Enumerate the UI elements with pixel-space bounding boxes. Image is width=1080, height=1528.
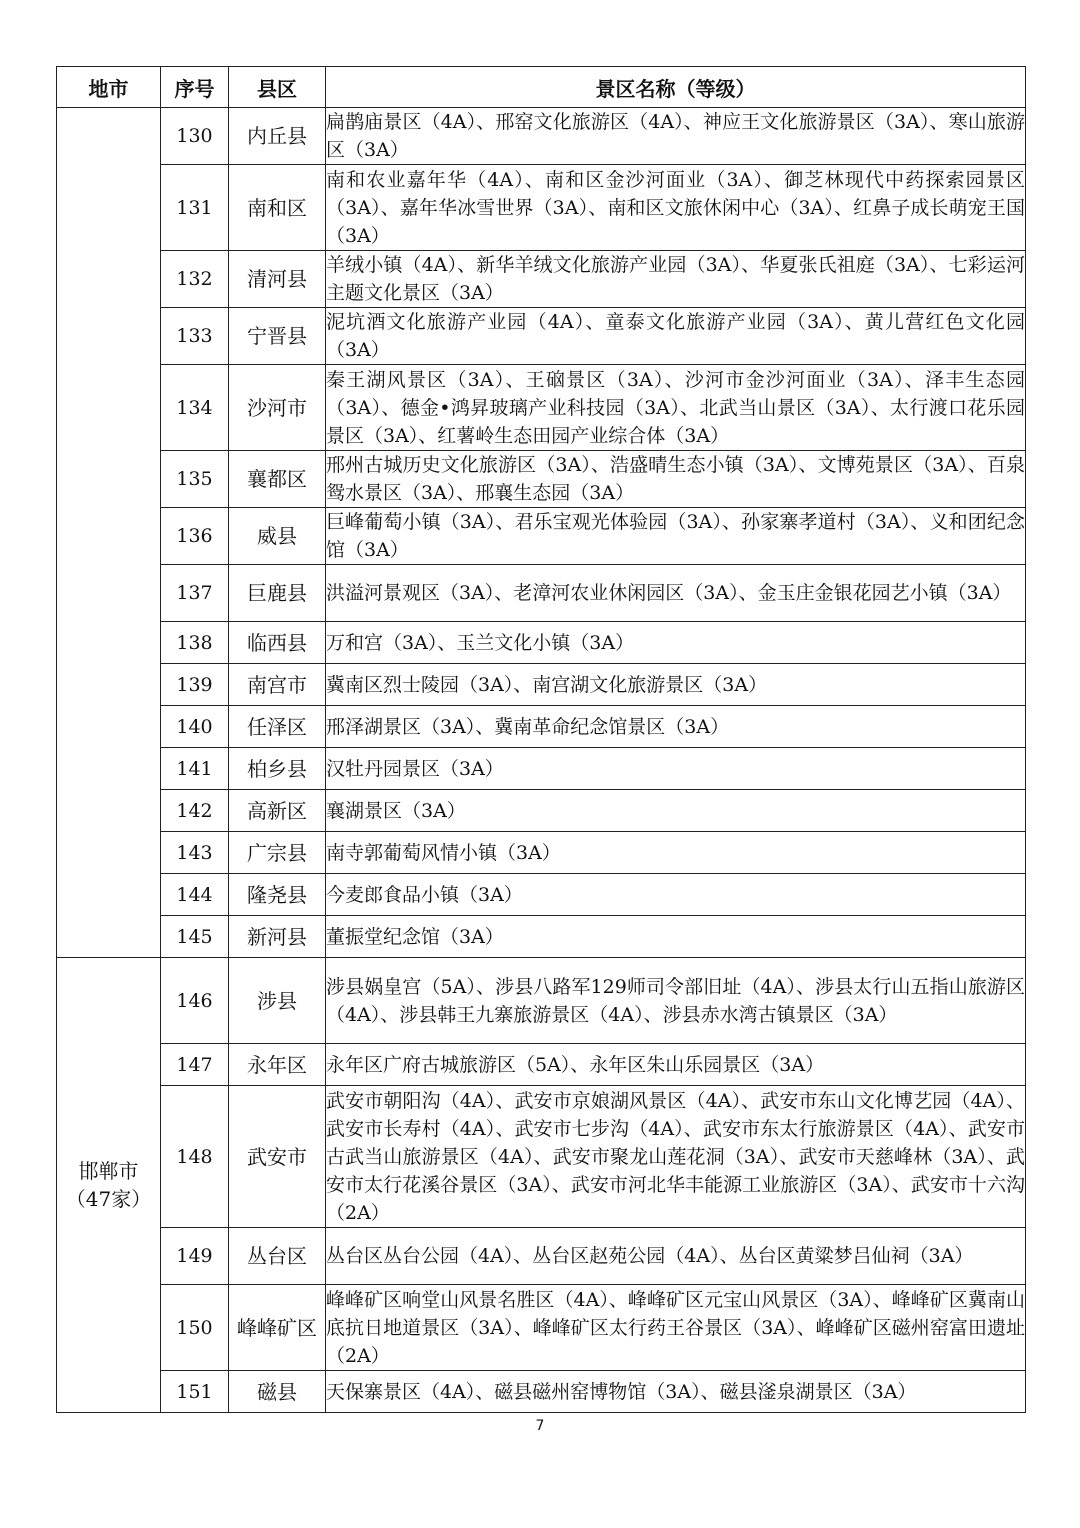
county-cell: 任泽区: [229, 706, 326, 748]
scenic-name-cell: 秦王湖风景区（3A）、王硇景区（3A）、沙河市金沙河面业（3A）、泽丰生态园（3A）、德金•鸿昇玻璃产业科技园（3A）、北武当山景区（3A）、太行渡口花乐园景区（3A）、红薯岭生态田园产业综合体（3A）: [326, 365, 1026, 451]
city-cell: [57, 108, 161, 958]
header-city: 地市: [57, 67, 161, 108]
scenic-area-table: [56, 66, 1026, 1413]
scenic-name-cell: 永年区广府古城旅游区（5A）、永年区朱山乐园景区（3A）: [326, 1044, 1026, 1086]
seq-cell: 134: [161, 365, 229, 451]
seq-cell: 130: [161, 108, 229, 165]
table-row: [57, 664, 1026, 706]
table-row: [57, 251, 1026, 308]
scenic-name-cell: 万和宫（3A）、玉兰文化小镇（3A）: [326, 622, 1026, 664]
seq-cell: 146: [161, 958, 229, 1044]
table-row: [57, 1228, 1026, 1285]
seq-cell: 139: [161, 664, 229, 706]
seq-cell: 149: [161, 1228, 229, 1285]
table-row: [57, 958, 1026, 1044]
seq-cell: 131: [161, 165, 229, 251]
scenic-name-cell: 峰峰矿区响堂山风景名胜区（4A）、峰峰矿区元宝山风景区（3A）、峰峰矿区冀南山底抗日地道景区（3A）、峰峰矿区太行药王谷景区（3A）、峰峰矿区磁州窑富田遗址（2A）: [326, 1285, 1026, 1371]
county-cell: 永年区: [229, 1044, 326, 1086]
scenic-name-cell: 冀南区烈士陵园（3A）、南宫湖文化旅游景区（3A）: [326, 664, 1026, 706]
table-row: [57, 508, 1026, 565]
table-row: [57, 108, 1026, 165]
scenic-name-cell: 天保寨景区（4A）、磁县磁州窑博物馆（3A）、磁县滏泉湖景区（3A）: [326, 1371, 1026, 1413]
county-cell: 磁县: [229, 1371, 326, 1413]
table-row: [57, 165, 1026, 251]
seq-cell: 132: [161, 251, 229, 308]
county-cell: 新河县: [229, 916, 326, 958]
scenic-name-cell: 董振堂纪念馆（3A）: [326, 916, 1026, 958]
header-row: [57, 67, 1026, 108]
county-cell: 清河县: [229, 251, 326, 308]
seq-cell: 141: [161, 748, 229, 790]
table-row: [57, 1285, 1026, 1371]
scenic-name-cell: 洪溢河景观区（3A）、老漳河农业休闲园区（3A）、金玉庄金银花园艺小镇（3A）: [326, 565, 1026, 622]
table-row: [57, 622, 1026, 664]
county-cell: 内丘县: [229, 108, 326, 165]
table-row: [57, 748, 1026, 790]
seq-cell: 142: [161, 790, 229, 832]
county-cell: 丛台区: [229, 1228, 326, 1285]
scenic-name-cell: 邢州古城历史文化旅游区（3A）、浩盛晴生态小镇（3A）、文博苑景区（3A）、百泉鸳水景区（3A）、邢襄生态园（3A）: [326, 451, 1026, 508]
seq-cell: 150: [161, 1285, 229, 1371]
table-row: [57, 706, 1026, 748]
table-row: [57, 1371, 1026, 1413]
seq-cell: 133: [161, 308, 229, 365]
county-cell: 南宫市: [229, 664, 326, 706]
seq-cell: 137: [161, 565, 229, 622]
table-body: [57, 108, 1026, 1413]
seq-cell: 140: [161, 706, 229, 748]
county-cell: 襄都区: [229, 451, 326, 508]
county-cell: 柏乡县: [229, 748, 326, 790]
county-cell: 武安市: [229, 1086, 326, 1228]
city-cell: 邯郸市（47家）: [57, 958, 161, 1413]
table-row: [57, 1044, 1026, 1086]
seq-cell: 136: [161, 508, 229, 565]
header-scenic: 景区名称（等级）: [326, 67, 1026, 108]
county-cell: 高新区: [229, 790, 326, 832]
scenic-name-cell: 羊绒小镇（4A）、新华羊绒文化旅游产业园（3A）、华夏张氏祖庭（3A）、七彩运河主题文化景区（3A）: [326, 251, 1026, 308]
seq-cell: 135: [161, 451, 229, 508]
scenic-name-cell: 丛台区丛台公园（4A）、丛台区赵苑公园（4A）、丛台区黄粱梦吕仙祠（3A）: [326, 1228, 1026, 1285]
scenic-name-cell: 巨峰葡萄小镇（3A）、君乐宝观光体验园（3A）、孙家寨孝道村（3A）、义和团纪念馆（3A）: [326, 508, 1026, 565]
county-cell: 威县: [229, 508, 326, 565]
county-cell: 临西县: [229, 622, 326, 664]
seq-cell: 147: [161, 1044, 229, 1086]
scenic-name-cell: 泥坑酒文化旅游产业园（4A）、童泰文化旅游产业园（3A）、黄儿营红色文化园（3A）: [326, 308, 1026, 365]
scenic-name-cell: 涉县娲皇宫（5A）、涉县八路军129师司令部旧址（4A）、涉县太行山五指山旅游区（4A）、涉县韩王九寨旅游景区（4A）、涉县赤水湾古镇景区（3A）: [326, 958, 1026, 1044]
scenic-name-cell: 武安市朝阳沟（4A）、武安市京娘湖风景区（4A）、武安市东山文化博艺园（4A）、武安市长寿村（4A）、武安市七步沟（4A）、武安市东太行旅游景区（4A）、武安市古武当山旅游景区（4A）、武安市聚龙山莲花洞（3A）、武安市天慈峰林（3A）、武安市太行花溪谷景区（3A）、武安市河北华丰能源工业旅游区（3A）、武安市十六沟（2A）: [326, 1086, 1026, 1228]
scenic-name-cell: 襄湖景区（3A）: [326, 790, 1026, 832]
seq-cell: 144: [161, 874, 229, 916]
scenic-name-cell: 南和农业嘉年华（4A）、南和区金沙河面业（3A）、御芝林现代中药探索园景区（3A）、嘉年华冰雪世界（3A）、南和区文旅休闲中心（3A）、红鼻子成长萌宠王国（3A）: [326, 165, 1026, 251]
table-row: [57, 874, 1026, 916]
table-row: [57, 365, 1026, 451]
header-seq: 序号: [161, 67, 229, 108]
scenic-name-cell: 邢泽湖景区（3A）、冀南革命纪念馆景区（3A）: [326, 706, 1026, 748]
county-cell: 沙河市: [229, 365, 326, 451]
scenic-name-cell: 扁鹊庙景区（4A）、邢窑文化旅游区（4A）、神应王文化旅游景区（3A）、寒山旅游区（3A）: [326, 108, 1026, 165]
table-row: [57, 916, 1026, 958]
county-cell: 宁晋县: [229, 308, 326, 365]
table-row: [57, 565, 1026, 622]
scenic-name-cell: 南寺郭葡萄风情小镇（3A）: [326, 832, 1026, 874]
county-cell: 南和区: [229, 165, 326, 251]
county-cell: 峰峰矿区: [229, 1285, 326, 1371]
table-row: [57, 790, 1026, 832]
county-cell: 广宗县: [229, 832, 326, 874]
table-row: [57, 451, 1026, 508]
table-row: [57, 832, 1026, 874]
table-row: [57, 308, 1026, 365]
scenic-name-cell: 汉牡丹园景区（3A）: [326, 748, 1026, 790]
scenic-name-cell: 今麦郎食品小镇（3A）: [326, 874, 1026, 916]
seq-cell: 138: [161, 622, 229, 664]
seq-cell: 148: [161, 1086, 229, 1228]
county-cell: 巨鹿县: [229, 565, 326, 622]
seq-cell: 151: [161, 1371, 229, 1413]
seq-cell: 145: [161, 916, 229, 958]
seq-cell: 143: [161, 832, 229, 874]
county-cell: 涉县: [229, 958, 326, 1044]
county-cell: 隆尧县: [229, 874, 326, 916]
page-number: 7: [535, 1418, 545, 1434]
table-row: [57, 1086, 1026, 1228]
header-county: 县区: [229, 67, 326, 108]
